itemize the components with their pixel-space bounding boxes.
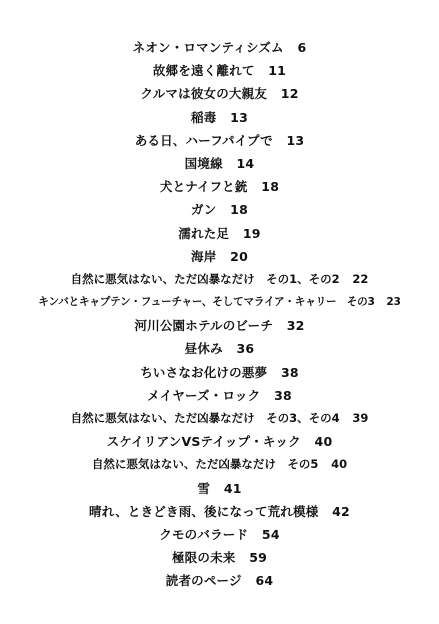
toc-entry-title: 雪 [197, 480, 211, 496]
toc-entry [0, 82, 439, 105]
toc-entry [0, 198, 439, 221]
toc-entry [0, 384, 439, 407]
toc-entry-page: 59 [249, 550, 268, 566]
toc-entry [0, 569, 439, 592]
toc-entry-page: 14 [236, 155, 255, 171]
toc-entry [0, 59, 439, 82]
toc-entry [0, 245, 439, 268]
toc-entry-page: 22 [352, 271, 369, 286]
toc-entry-title: 故郷を遠く離れて [152, 63, 255, 79]
toc-entry [0, 268, 439, 291]
toc-entry-title: メイヤーズ・ロック [147, 387, 261, 403]
toc-entry [0, 106, 439, 129]
toc-entry-page: 20 [230, 248, 248, 264]
toc-entry [0, 337, 439, 360]
toc-entry [0, 546, 439, 569]
toc-entry-page: 11 [268, 63, 287, 79]
toc-entry [0, 477, 439, 500]
toc-entry-title: ネオン・ロマンティシズム [132, 40, 284, 55]
toc-entry-page: 36 [236, 341, 255, 357]
toc-entry-page: 64 [255, 573, 274, 589]
toc-entry-page: 38 [274, 387, 292, 403]
toc-entry [0, 407, 439, 430]
toc-entry-page: 40 [314, 434, 333, 450]
toc-entry-page: 32 [286, 318, 305, 334]
toc-entry-title: ガン [191, 202, 217, 218]
toc-entry-page: 6 [297, 40, 307, 55]
toc-entry-page: 13 [230, 109, 248, 125]
toc-entry-page: 42 [332, 503, 350, 519]
toc-entry [0, 36, 439, 59]
toc-entry [0, 291, 439, 314]
toc-entry [0, 453, 439, 476]
toc-entry-page: 18 [261, 179, 280, 195]
toc-entry-title: スケイリアンVSテイップ・キック [106, 434, 301, 450]
toc-entry-page: 39 [352, 411, 369, 425]
toc-entry-title: 自然に悪気はない、ただ凶暴なだけ その3、その4 [70, 411, 340, 425]
toc-entry-page: 40 [331, 457, 348, 472]
toc-entry [0, 175, 439, 198]
toc-entry-title: 自然に悪気はない、ただ凶暴なだけ その1、その2 [70, 271, 340, 286]
toc-entry-title: 昼休み [184, 341, 223, 357]
toc-entry-title: クモのバラード [159, 526, 249, 542]
toc-entry-title: 極限の未来 [171, 550, 236, 566]
toc-entry-title: ちいさなお化けの悪夢 [140, 364, 268, 380]
toc-entry-title: 海岸 [191, 248, 217, 264]
toc-entry [0, 129, 439, 152]
toc-entry-page: 13 [286, 132, 305, 148]
toc-entry-title: 稲毒 [191, 109, 217, 125]
toc-entry [0, 152, 439, 175]
toc-entry-title: ある日、ハーフパイプで [134, 132, 273, 148]
toc-entry-page: 19 [242, 225, 261, 241]
toc-entry-title: 晴れ、ときどき雨、後になって荒れ模様 [89, 503, 319, 519]
toc-entry [0, 361, 439, 384]
toc-entry-title: 河川公園ホテルのビーチ [134, 318, 274, 334]
table-of-contents [0, 36, 439, 593]
toc-entry-page: 41 [223, 480, 242, 496]
toc-entry-title: キンバとキャプテン・フューチャー、そしてマライア・キャリー その3 [38, 296, 375, 309]
toc-entry-title: 自然に悪気はない、ただ凶暴なだけ その5 [91, 457, 319, 472]
toc-entry-title: 読者のページ [165, 573, 242, 589]
toc-entry-page: 54 [261, 526, 280, 542]
toc-entry-page: 23 [386, 296, 401, 309]
toc-entry-page: 12 [280, 86, 299, 102]
toc-entry [0, 523, 439, 546]
toc-entry [0, 222, 439, 245]
toc-entry-title: 濡れた足 [178, 225, 230, 241]
toc-entry-page: 38 [280, 364, 299, 380]
toc-entry [0, 500, 439, 523]
toc-entry-title: 犬とナイフと銃 [159, 179, 248, 195]
toc-entry-title: 国境線 [184, 155, 223, 171]
toc-entry [0, 430, 439, 453]
toc-entry-title: クルマは彼女の大親友 [140, 86, 268, 102]
toc-entry-page: 18 [230, 202, 248, 218]
toc-entry [0, 314, 439, 337]
